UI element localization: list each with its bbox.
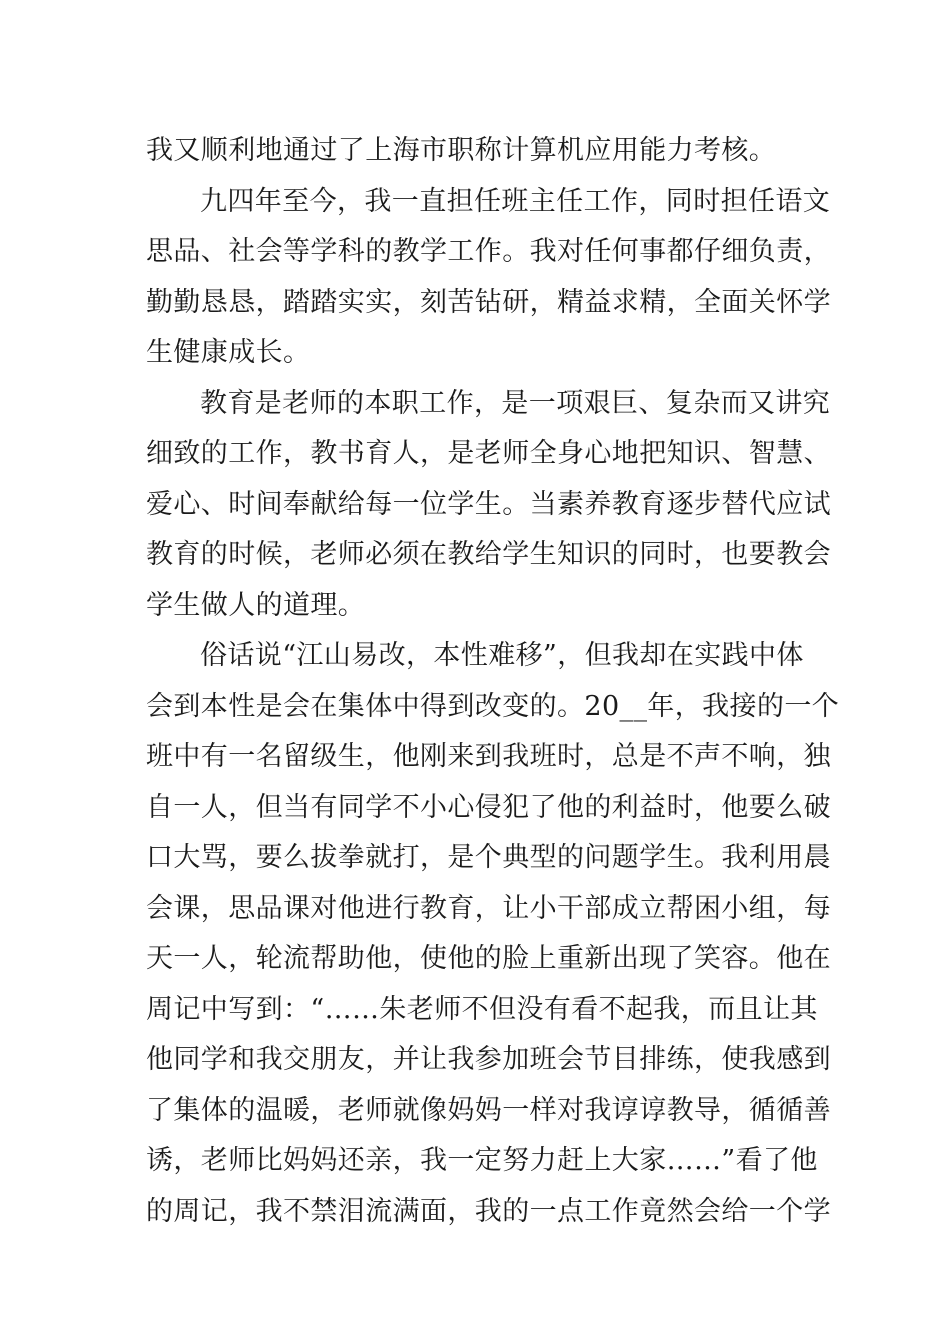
paragraph-start-line: 教育是老师的本职工作，是一项艰巨、复杂而又讲究 — [200, 387, 831, 419]
text-line: 会课，思品课对他进行教育，让小干部成立帮困小组，每 — [146, 892, 831, 924]
text-line: 会到本性是会在集体中得到改变的。20__年，我接的一个 — [146, 690, 840, 722]
text-line: 他同学和我交朋友，并让我参加班会节目排练，使我感到 — [146, 1044, 831, 1075]
text-line: 诱，老师比妈妈还亲，我一定努力赶上大家……”看了他 — [146, 1145, 818, 1176]
text-line: 爱心、时间奉献给每一位学生。当素养教育逐步替代应试 — [146, 488, 831, 520]
text-line: 天一人，轮流帮助他，使他的脸上重新出现了笑容。他在 — [146, 943, 831, 974]
text-line: 我又顺利地通过了上海市职称计算机应用能力考核。 — [146, 135, 777, 166]
text-line: 勤勤恳恳，踏踏实实，刻苦钻研，精益求精，全面关怀学 — [146, 286, 831, 318]
text-line: 自一人，但当有同学不小心侵犯了他的利益时，他要么破 — [146, 791, 831, 823]
text-line: 班中有一名留级生，他刚来到我班时，总是不声不响，独 — [146, 741, 831, 772]
document-body — [146, 126, 840, 1237]
paragraph-start-line: 俗话说“江山易改，本性难移”，但我却在实践中体 — [200, 640, 804, 671]
text-line: 了集体的温暖，老师就像妈妈一样对我谆谆教导，循循善 — [146, 1094, 831, 1126]
paragraph-start-line: 九四年至今，我一直担任班主任工作，同时担任语文 — [200, 185, 831, 217]
text-line: 细致的工作，教书育人，是老师全身心地把知识、智慧、 — [146, 438, 831, 469]
text-line: 的周记，我不禁泪流满面，我的一点工作竟然会给一个学 — [146, 1195, 831, 1227]
text-line: 学生做人的道理。 — [146, 589, 366, 621]
text-line: 思品、社会等学科的教学工作。我对任何事都仔细负责， — [146, 236, 831, 267]
text-line: 周记中写到：“……朱老师不但没有看不起我，而且让其 — [146, 993, 818, 1025]
text-line: 教育的时候，老师必须在教给学生知识的同时，也要教会 — [146, 539, 831, 570]
text-line: 生健康成长。 — [146, 337, 311, 368]
text-line: 口大骂，要么拔拳就打，是个典型的问题学生。我利用晨 — [146, 842, 831, 873]
